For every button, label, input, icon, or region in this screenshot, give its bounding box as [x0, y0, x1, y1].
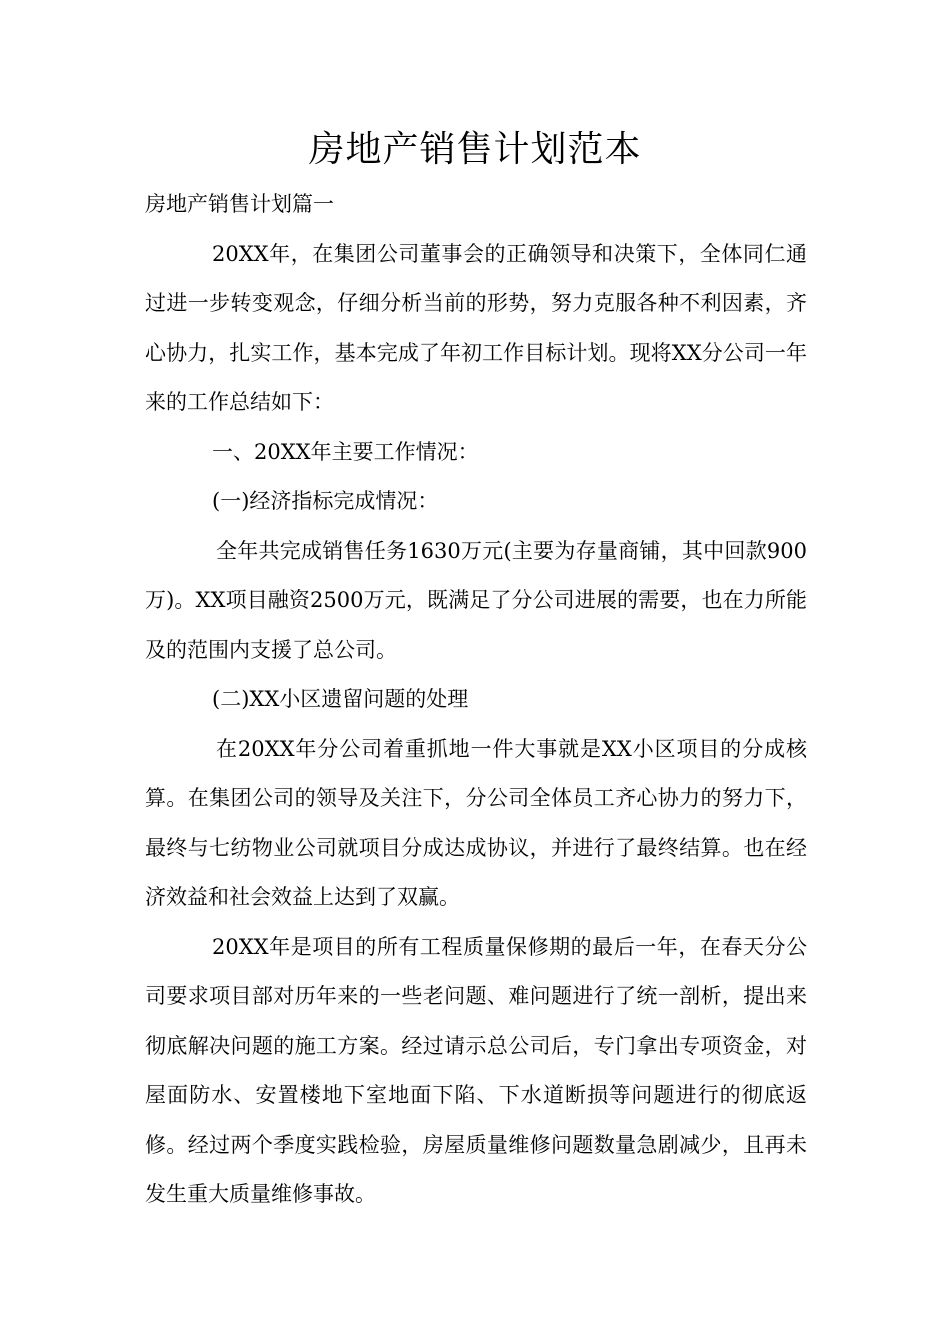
- document-title: 房地产销售计划范本: [308, 129, 642, 170]
- economic-indicators-heading: (一)经济指标完成情况：: [212, 489, 439, 513]
- section-heading: 房地产销售计划篇一: [145, 192, 334, 216]
- legacy-issues-heading: (二)XX小区遗留问题的处理: [212, 687, 469, 711]
- document-body: [145, 180, 807, 1220]
- legacy-issues-paragraph: 在20XX年分公司着重抓地一件大事就是XX小区项目的分成核算。在集团公司的领导及关注下，分公司全体员工齐心协力的努力下，最终与七纺物业公司就项目分成达成协议，并进行了最终结算。也在经济效益和社会效益上达到了双赢。: [145, 736, 807, 909]
- warranty-repair-paragraph: 20XX年是项目的所有工程质量保修期的最后一年，在春天分公司要求项目部对历年来的一些老问题、难问题进行了统一剖析，提出来彻底解决问题的施工方案。经过请示总公司后，专门拿出专项资金，对屋面防水、安置楼地下室地面下陷、下水道断损等问题进行的彻底返修。经过两个季度实践检验，房屋质量维修问题数量急剧减少，且再未发生重大质量维修事故。: [145, 934, 807, 1206]
- main-work-heading: 一、20XX年主要工作情况：: [212, 439, 479, 464]
- economic-indicators-paragraph: 全年共完成销售任务1630万元(主要为存量商铺，其中回款900万)。XX项目融资2500万元，既满足了分公司进展的需要，也在力所能及的范围内支援了总公司。: [145, 538, 807, 662]
- intro-paragraph: 20XX年，在集团公司董事会的正确领导和决策下，全体同仁通过进一步转变观念，仔细分析当前的形势，努力克服各种不利因素，齐心协力，扎实工作，基本完成了年初工作目标计划。现将XX分公司一年来的工作总结如下：: [145, 241, 807, 414]
